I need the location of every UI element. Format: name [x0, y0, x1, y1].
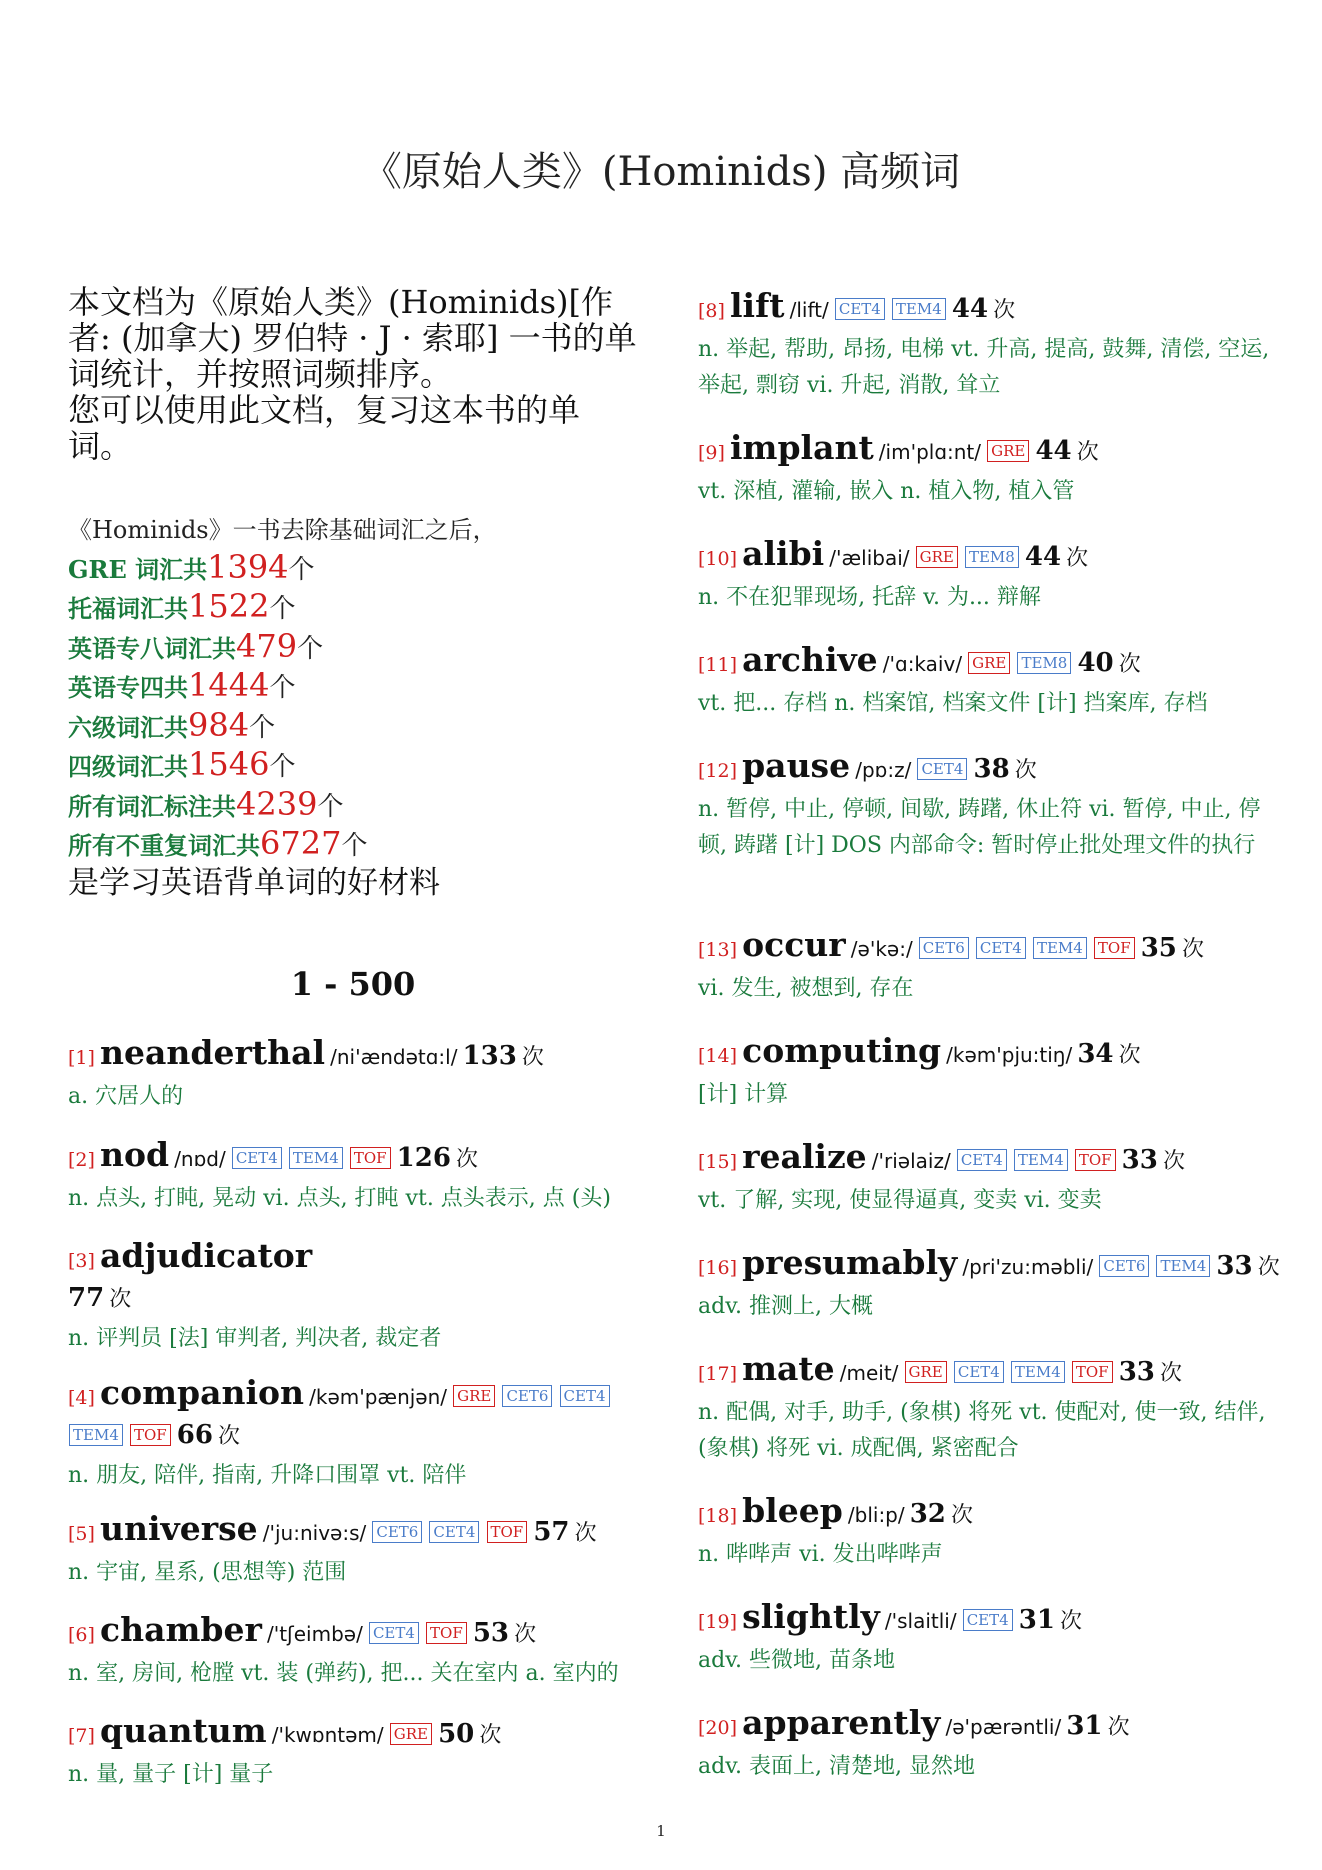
- entry-rank: [11]: [698, 654, 738, 676]
- stat-line: [68, 667, 638, 707]
- entry-definition: n. 朋友, 陪伴, 指南, 升降口围罩 vt. 陪伴: [68, 1463, 467, 1488]
- entry-definition: n. 宇宙, 星系, (思想等) 范围: [68, 1560, 347, 1585]
- exam-tag-badge: GRE: [916, 546, 958, 568]
- stat-unit: 个: [249, 712, 276, 743]
- entry-word: universe: [100, 1509, 258, 1548]
- stats-tail: 是学习英语背单词的好材料: [68, 864, 440, 901]
- entry-phonetic: /pri'zu:məbli/: [962, 1255, 1094, 1279]
- entry-phonetic: /'kwɒntəm/: [271, 1723, 384, 1747]
- entry-count: 33: [1118, 1357, 1155, 1387]
- exam-tag-badge: CET4: [369, 1622, 419, 1644]
- entry-count-unit: 次: [1257, 1255, 1280, 1280]
- entry-head: [698, 1351, 1278, 1393]
- entry-head: [698, 748, 1278, 790]
- entry-word: implant: [730, 428, 874, 467]
- entry-word: presumably: [742, 1243, 958, 1282]
- entry-count-unit: 次: [993, 298, 1016, 323]
- stat-unit: 个: [297, 633, 324, 664]
- vocabulary-stats: [68, 512, 638, 901]
- exam-tag-badge: TOF: [350, 1147, 391, 1169]
- word-entry: [698, 288, 1278, 404]
- stat-line: [68, 825, 638, 865]
- entry-word: alibi: [742, 534, 825, 573]
- entry-phonetic: /nɒd/: [174, 1147, 226, 1171]
- word-entry: [698, 748, 1278, 864]
- entry-phonetic: /'ju:nivə:s/: [262, 1521, 367, 1545]
- entry-word: neanderthal: [100, 1033, 325, 1072]
- stat-unit: 个: [288, 554, 315, 585]
- exam-tag-badge: CET6: [372, 1521, 422, 1543]
- word-entry: [698, 1139, 1278, 1219]
- stat-label: 四级词汇共: [68, 752, 188, 781]
- word-entry: [68, 1612, 638, 1692]
- exam-tag-badge: TOF: [130, 1424, 171, 1446]
- entry-definition: vi. 发生, 被想到, 存在: [698, 976, 914, 1001]
- entry-count-unit: 次: [1014, 758, 1037, 783]
- entry-count-unit: 次: [950, 1503, 973, 1528]
- entry-rank: [2]: [68, 1149, 95, 1171]
- entry-word: archive: [742, 640, 878, 679]
- stat-line: [68, 746, 638, 786]
- entry-count: 31: [1018, 1605, 1055, 1635]
- word-entry: [698, 536, 1278, 616]
- entry-rank: [9]: [698, 442, 725, 464]
- word-entry: [698, 1493, 1278, 1573]
- exam-tag-badge: TEM4: [69, 1424, 123, 1446]
- entry-count: 32: [909, 1499, 946, 1529]
- exam-tag-badge: CET4: [957, 1149, 1007, 1171]
- entry-definition: adv. 些微地, 苗条地: [698, 1648, 895, 1673]
- entry-rank: [13]: [698, 939, 738, 961]
- entry-word: quantum: [100, 1711, 267, 1750]
- entry-phonetic: /'tʃeimbə/: [266, 1622, 363, 1646]
- entry-count-unit: 次: [1181, 937, 1204, 962]
- entry-count-unit: 次: [1060, 1609, 1083, 1634]
- exam-tag-badge: TOF: [487, 1521, 528, 1543]
- exam-tag-badge: TOF: [1094, 937, 1135, 959]
- exam-tag-badge: GRE: [987, 440, 1029, 462]
- entry-phonetic: /ni'ændətɑ:l/: [330, 1045, 458, 1069]
- entry-head: [698, 1705, 1278, 1747]
- entry-word: bleep: [742, 1491, 843, 1530]
- entry-rank: [16]: [698, 1257, 738, 1279]
- entry-head: [698, 642, 1278, 684]
- exam-tag-badge: CET6: [1099, 1255, 1149, 1277]
- entry-rank: [1]: [68, 1047, 95, 1069]
- entry-count: 38: [973, 754, 1010, 784]
- entry-definition: vt. 把... 存档 n. 档案馆, 档案文件 [计] 挡案库, 存档: [698, 691, 1208, 716]
- entry-rank: [10]: [698, 548, 738, 570]
- entry-head: [698, 1493, 1278, 1535]
- exam-tag-badge: CET4: [835, 298, 885, 320]
- entry-count: 33: [1216, 1251, 1253, 1281]
- word-entry: [68, 1375, 638, 1494]
- entry-definition: n. 暂停, 中止, 停顿, 间歇, 踌躇, 休止符 vi. 暂停, 中止, 停顿, 踌躇 [计] DOS 内部命令: 暂时停止批处理文件的执行: [698, 797, 1261, 858]
- entry-rank: [8]: [698, 300, 725, 322]
- entry-count-unit: 次: [1159, 1361, 1182, 1386]
- entry-rank: [4]: [68, 1387, 95, 1409]
- entry-phonetic: /'ælibai/: [829, 546, 910, 570]
- exam-tag-badge: TEM4: [892, 298, 946, 320]
- entry-count: 35: [1140, 933, 1177, 963]
- entry-count-unit: 次: [1107, 1715, 1130, 1740]
- entry-head: [68, 1713, 638, 1755]
- entry-phonetic: /ə'pærəntli/: [945, 1715, 1062, 1739]
- section-heading: 1 - 500: [290, 965, 416, 1003]
- entry-definition: vt. 深植, 灌输, 嵌入 n. 植入物, 植入管: [698, 479, 1075, 504]
- entry-word: occur: [742, 925, 846, 964]
- entry-head: [68, 1238, 638, 1319]
- entry-word: mate: [742, 1349, 835, 1388]
- stat-line: [68, 588, 638, 628]
- entry-rank: [19]: [698, 1611, 738, 1633]
- stat-number: 1394: [207, 547, 289, 586]
- entry-count-unit: 次: [218, 1424, 241, 1449]
- word-entry: [698, 1033, 1278, 1113]
- entry-definition: adv. 推测上, 大概: [698, 1294, 873, 1319]
- entry-count-unit: 次: [574, 1521, 597, 1546]
- entry-phonetic: /'slaitli/: [884, 1609, 957, 1633]
- exam-tag-badge: CET4: [954, 1361, 1004, 1383]
- document-title: 《原始人类》(Hominids) 高频词: [361, 149, 961, 195]
- entry-head: [68, 1511, 638, 1553]
- stat-unit: 个: [269, 594, 296, 624]
- stat-number: 6727: [260, 824, 342, 862]
- entry-head: [698, 536, 1278, 578]
- entry-head: [698, 1033, 1278, 1075]
- entry-count-unit: 次: [479, 1723, 502, 1748]
- stat-number: 1522: [188, 587, 270, 625]
- entry-count: 40: [1077, 648, 1114, 678]
- exam-tag-badge: CET4: [917, 758, 967, 780]
- entry-definition: n. 量, 量子 [计] 量子: [68, 1762, 274, 1787]
- entry-word: nod: [100, 1135, 170, 1174]
- entry-head: [698, 288, 1278, 330]
- entry-head: [68, 1612, 638, 1654]
- stat-label: 所有不重复词汇共: [68, 831, 260, 860]
- page-number: 1: [656, 1822, 666, 1840]
- exam-tag-badge: TEM4: [1156, 1255, 1210, 1277]
- entry-count: 44: [1024, 542, 1062, 572]
- stat-line: [68, 628, 638, 668]
- entry-definition: n. 举起, 帮助, 昂扬, 电梯 vt. 升高, 提高, 鼓舞, 清偿, 空运, 举起, 剽窃 vi. 升起, 消散, 耸立: [698, 337, 1270, 398]
- entry-definition: a. 穴居人的: [68, 1084, 184, 1109]
- word-entry: [68, 1035, 638, 1115]
- entry-head: [698, 927, 1278, 969]
- entry-count-unit: 次: [456, 1147, 479, 1172]
- entry-head: [68, 1035, 638, 1077]
- entry-rank: [20]: [698, 1717, 738, 1739]
- entry-definition: n. 不在犯罪现场, 托辞 v. 为... 辩解: [698, 585, 1041, 610]
- entry-count-unit: 次: [1162, 1149, 1185, 1174]
- stats-lead: 《Hominids》一书去除基础词汇之后，: [68, 516, 497, 544]
- entry-head: [68, 1137, 638, 1179]
- entry-phonetic: /ə'kə:/: [850, 937, 913, 961]
- entry-word: pause: [742, 746, 851, 785]
- entry-phonetic: /'riəlaiz/: [871, 1149, 951, 1173]
- exam-tag-badge: TEM4: [1033, 937, 1087, 959]
- entry-word: lift: [730, 286, 785, 325]
- entry-rank: [14]: [698, 1045, 738, 1067]
- entry-rank: [3]: [68, 1250, 95, 1272]
- stat-label: GRE 词汇共: [68, 554, 208, 584]
- entry-count: 53: [472, 1618, 510, 1648]
- stat-number: 479: [236, 626, 298, 665]
- entry-count: 57: [533, 1517, 570, 1547]
- exam-tag-badge: GRE: [905, 1361, 947, 1383]
- entry-word: companion: [100, 1373, 305, 1412]
- exam-tag-badge: CET6: [919, 937, 969, 959]
- entry-phonetic: /lift/: [789, 298, 829, 322]
- entry-count: 44: [951, 294, 989, 324]
- entry-phonetic: /meit/: [839, 1361, 899, 1385]
- word-entry: [698, 430, 1278, 510]
- stat-number: 1546: [188, 745, 270, 783]
- exam-tag-badge: CET6: [502, 1385, 552, 1407]
- entry-definition: n. 配偶, 对手, 助手, (象棋) 将死 vt. 使配对, 使一致, 结伴, (象棋) 将死 vi. 成配偶, 紧密配合: [698, 1400, 1266, 1461]
- word-entry: [68, 1137, 638, 1217]
- entry-count: 33: [1121, 1145, 1158, 1175]
- stat-unit: 个: [269, 673, 296, 703]
- stat-line: [68, 786, 638, 826]
- exam-tag-badge: TOF: [426, 1622, 467, 1644]
- exam-tag-badge: CET4: [963, 1609, 1013, 1631]
- entry-rank: [7]: [68, 1725, 95, 1747]
- entry-word: apparently: [742, 1703, 941, 1742]
- stat-line: [68, 549, 638, 589]
- word-entry: [698, 1705, 1278, 1785]
- intro-line-2: 您可以使用此文档，复习这本书的单词。: [68, 391, 581, 465]
- entry-word: realize: [742, 1137, 867, 1176]
- entry-definition: n. 室, 房间, 枪膛 vt. 装 (弹药), 把... 关在室内 a. 室内的: [68, 1661, 619, 1686]
- stat-line: [68, 707, 638, 747]
- stat-number: 1444: [188, 666, 270, 704]
- exam-tag-badge: TEM4: [1014, 1149, 1068, 1171]
- entry-word: slightly: [742, 1597, 880, 1636]
- word-entry: [698, 927, 1278, 1007]
- entry-count-unit: 次: [1118, 652, 1141, 677]
- stat-label: 托福词汇共: [68, 594, 188, 623]
- entry-count: 66: [176, 1420, 213, 1450]
- exam-tag-badge: TOF: [1072, 1361, 1113, 1383]
- exam-tag-badge: TEM8: [1017, 652, 1071, 674]
- entry-rank: [15]: [698, 1151, 738, 1173]
- entry-count: 44: [1035, 436, 1072, 466]
- entry-word: chamber: [100, 1610, 262, 1649]
- intro-line-1: 本文档为《原始人类》(Hominids)[作者: (加拿大) 罗伯特 · J · 索耶] 一书的单词统计，并按照词频排序。: [68, 283, 637, 393]
- exam-tag-badge: TOF: [1075, 1149, 1116, 1171]
- entry-definition: vt. 了解, 实现, 使显得逼真, 变卖 vi. 变卖: [698, 1188, 1102, 1213]
- entry-word: adjudicator: [100, 1236, 313, 1275]
- entry-phonetic: /im'plɑ:nt/: [878, 440, 982, 464]
- word-entry: [698, 1599, 1278, 1679]
- entry-definition: n. 哔哔声 vi. 发出哔哔声: [698, 1542, 943, 1567]
- exam-tag-badge: GRE: [453, 1385, 495, 1407]
- entry-definition: adv. 表面上, 清楚地, 显然地: [698, 1754, 975, 1779]
- entry-phonetic: /'ɑ:kaiv/: [882, 652, 963, 676]
- stat-unit: 个: [269, 752, 296, 782]
- exam-tag-badge: TEM4: [1011, 1361, 1065, 1383]
- word-entry: [68, 1238, 638, 1357]
- stat-label: 六级词汇共: [68, 712, 188, 742]
- exam-tag-badge: CET4: [976, 937, 1026, 959]
- stat-label: 英语专八词汇共: [68, 633, 236, 663]
- intro-paragraph: [68, 284, 638, 464]
- exam-tag-badge: TEM4: [289, 1147, 343, 1169]
- entry-count: 133: [462, 1041, 517, 1071]
- exam-tag-badge: TEM8: [965, 546, 1019, 568]
- entry-count: 31: [1066, 1711, 1103, 1741]
- entry-count-unit: 次: [1066, 546, 1089, 571]
- word-entry: [68, 1713, 638, 1793]
- entry-count-unit: 次: [1076, 440, 1099, 465]
- entry-count-unit: 次: [514, 1622, 537, 1647]
- word-entry: [68, 1511, 638, 1591]
- entry-count-unit: 次: [521, 1045, 544, 1070]
- entry-count: 77: [68, 1283, 105, 1313]
- stat-number: 984: [188, 705, 250, 744]
- exam-tag-badge: GRE: [390, 1723, 432, 1745]
- word-entry: [698, 1245, 1278, 1325]
- entry-head: [68, 1375, 638, 1456]
- stat-unit: 个: [317, 791, 344, 822]
- entry-definition: n. 评判员 [法] 审判者, 判决者, 裁定者: [68, 1326, 442, 1351]
- entry-head: [698, 1139, 1278, 1181]
- entry-definition: n. 点头, 打盹, 晃动 vi. 点头, 打盹 vt. 点头表示, 点 (头): [68, 1186, 611, 1211]
- entry-head: [698, 1245, 1278, 1287]
- entry-rank: [5]: [68, 1523, 95, 1545]
- entry-rank: [12]: [698, 760, 738, 782]
- entry-rank: [17]: [698, 1363, 738, 1385]
- entry-phonetic: /pɒ:z/: [855, 758, 912, 782]
- entry-word: computing: [742, 1031, 942, 1070]
- entry-phonetic: /kəm'pænjən/: [309, 1385, 448, 1409]
- exam-tag-badge: GRE: [968, 652, 1010, 674]
- entry-rank: [18]: [698, 1505, 738, 1527]
- entry-count-unit: 次: [1118, 1043, 1141, 1068]
- stat-number: 4239: [236, 784, 318, 823]
- stat-label: 所有词汇标注共: [68, 791, 236, 821]
- word-entry: [698, 1351, 1278, 1467]
- entry-definition: [计] 计算: [698, 1082, 789, 1107]
- entry-count: 50: [438, 1719, 475, 1749]
- stat-label: 英语专四共: [68, 673, 188, 702]
- exam-tag-badge: CET4: [232, 1147, 282, 1169]
- entry-rank: [6]: [68, 1624, 95, 1646]
- entry-count-unit: 次: [109, 1287, 132, 1312]
- exam-tag-badge: CET4: [429, 1521, 479, 1543]
- entry-phonetic: /kəm'pju:tiŋ/: [946, 1043, 1073, 1067]
- entry-phonetic: /bli:p/: [847, 1503, 905, 1527]
- word-entry: [698, 642, 1278, 722]
- entry-count: 126: [396, 1143, 451, 1173]
- entry-head: [698, 1599, 1278, 1641]
- exam-tag-badge: CET4: [560, 1385, 610, 1407]
- entry-head: [698, 430, 1278, 472]
- entry-count: 34: [1077, 1039, 1114, 1069]
- stat-unit: 个: [341, 831, 368, 861]
